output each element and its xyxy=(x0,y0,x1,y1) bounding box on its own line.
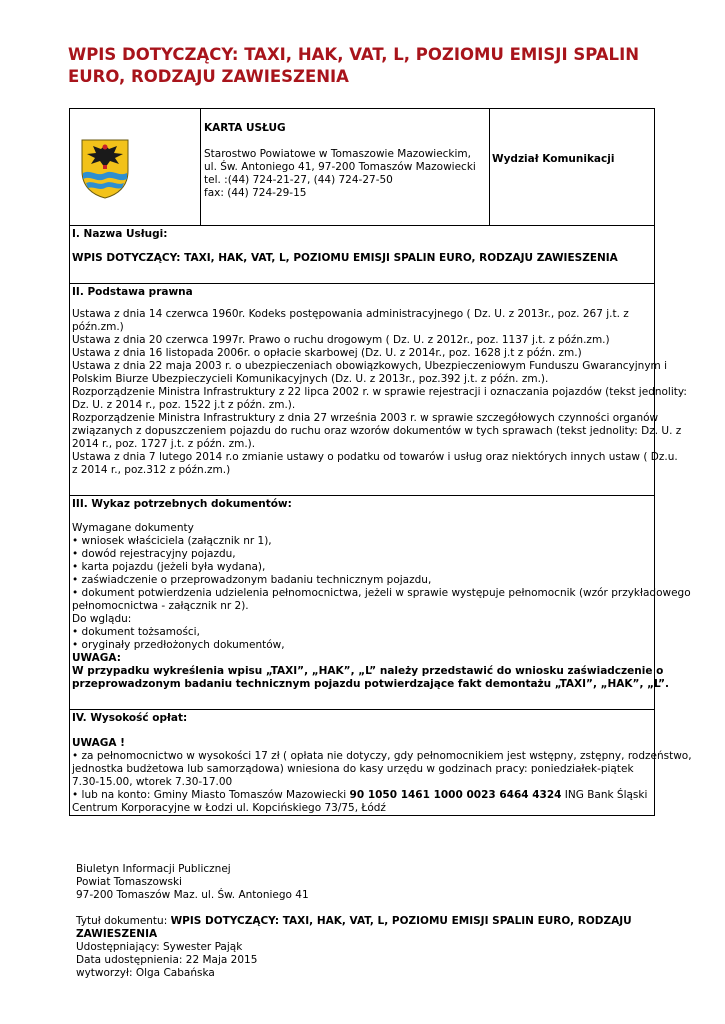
document-line: • wniosek właściciela (załącznik nr 1), xyxy=(72,535,272,547)
footer-line: Biuletyn Informacji Publicznej xyxy=(76,863,231,875)
fees-section xyxy=(70,710,692,815)
document-line: • zaświadczenie o przeprowadzonym badaniu technicznym pojazdu, xyxy=(72,574,432,586)
doc-title-label: Tytuł dokumentu: xyxy=(76,915,171,927)
legal-basis-line: Ustawa z dnia 22 maja 2003 r. o ubezpieczeniach obowiązkowych, Ubezpieczeniowym Funduszu Gwarancyjnym i xyxy=(72,360,668,372)
office-info-cell xyxy=(201,109,490,225)
account-prefix: • lub na konto: Gminy Miasto Tomaszów Mazowiecki xyxy=(72,789,350,801)
address-line: ul. Św. Antoniego 41, 97-200 Tomaszów Mazowiecki xyxy=(204,161,476,173)
legal-basis-line: z 2014 r., poz.312 z późn.zm.) xyxy=(72,464,231,476)
publisher-line: Udostępniający: Sywester Pająk xyxy=(76,941,243,953)
legal-basis-line: Dz. U. z 2014 r., poz. 1522 j.t z późn. zm.). xyxy=(72,399,296,411)
legal-basis-line: związanych z dopuszczeniem pojazdu do ruchu oraz wzorów dokumentów w tych sprawach (tekst jednolity: Dz. U. z xyxy=(72,425,682,437)
required-documents-section xyxy=(70,496,691,710)
fee-line: • za pełnomocnictwo w wysokości 17 zł ( opłata nie dotyczy, gdy pełnomocnikiem jest wstępny, zstępny, rodzeństwo, xyxy=(72,750,692,762)
legal-basis-line: Rozporządzenie Ministra Infrastruktury z dnia 27 września 2003 r. w sprawie szczegółowych czynności organów xyxy=(72,412,659,424)
account-number: 90 1050 1461 1000 0023 6464 4324 xyxy=(349,789,562,801)
legal-basis-line: Polskim Biurze Ubezpieczycieli Komunikacyjnych (Dz. U. z 2013r., poz.392 j.t. z późn. zm.). xyxy=(72,373,549,385)
document-line: • oryginały przedłożonych dokumentów, xyxy=(72,639,285,651)
publish-date-line: Data udostępnienia: 22 Maja 2015 xyxy=(76,954,258,966)
footer-line: 97-200 Tomaszów Maz. ul. Św. Antoniego 41 xyxy=(76,889,309,901)
section-heading: I. Nazwa Usługi: xyxy=(72,228,168,240)
legal-basis-line: Ustawa z dnia 16 listopada 2006r. o opłacie skarbowej (Dz. U. z 2014r., poz. 1628 j.t z późn. zm.) xyxy=(72,347,582,359)
card-header-row xyxy=(70,109,654,226)
section-heading: III. Wykaz potrzebnych dokumentów: xyxy=(72,498,292,510)
doc-title-line xyxy=(76,915,636,928)
fax-line: fax: (44) 724-29-15 xyxy=(204,187,307,199)
legal-basis-line: Ustawa z dnia 7 lutego 2014 r.o zmianie ustawy o podatku od towarów i usług oraz niektórych innych ustaw ( Dz.u. xyxy=(72,451,678,463)
doc-title-continued: ZAWIESZENIA xyxy=(76,928,158,940)
department-name: Wydział Komunikacji xyxy=(492,153,615,165)
page-title xyxy=(68,44,668,88)
legal-basis-line: późn.zm.) xyxy=(72,321,124,333)
document-line: • dokument potwierdzenia udzielenia pełnomocnictwa, jeżeli w sprawie występuje pełnomocnik (wzór przykładowego xyxy=(72,587,691,599)
bank-address-line: Centrum Korporacyjne w Łodzi ul. Kopcińskiego 73/75, Łódź xyxy=(72,802,386,814)
service-name-section xyxy=(70,225,654,284)
coat-of-arms-icon xyxy=(79,137,131,199)
document-footer xyxy=(76,863,636,980)
footer-line: Powiat Tomaszowski xyxy=(76,876,182,888)
legal-basis-line: Ustawa z dnia 14 czerwca 1960r. Kodeks postępowania administracyjnego ( Dz. U. z 2013r., poz. 267 j.t. z xyxy=(72,308,629,320)
author-line: wytworzył: Olga Cabańska xyxy=(76,967,215,979)
title-line-2: EURO, RODZAJU ZAWIESZENIA xyxy=(68,67,349,86)
legal-basis-line: Ustawa z dnia 20 czerwca 1997r. Prawo o ruchu drogowym ( Dz. U. z 2012r., poz. 1137 j.t. z późn.zm.) xyxy=(72,334,610,346)
card-label: KARTA USŁUG xyxy=(204,122,286,134)
phone-line: tel. :(44) 724-21-27, (44) 724-27-50 xyxy=(204,174,393,186)
warning-label: UWAGA: xyxy=(72,652,121,664)
address-line: Starostwo Powiatowe w Tomaszowie Mazowieckim, xyxy=(204,148,471,160)
legal-basis-section xyxy=(70,284,687,496)
document-line: • dowód rejestracyjny pojazdu, xyxy=(72,548,236,560)
title-line-1: WPIS DOTYCZĄCY: TAXI, HAK, VAT, L, POZIOMU EMISJI SPALIN xyxy=(68,45,640,64)
section-heading: IV. Wysokość opłat: xyxy=(72,712,188,724)
section-heading: II. Podstawa prawna xyxy=(72,286,193,298)
coat-of-arms-cell xyxy=(70,109,201,225)
document-line: Do wglądu: xyxy=(72,613,132,625)
fee-line: 7.30-15.00, wtorek 7.30-17.00 xyxy=(72,776,233,788)
service-name: WPIS DOTYCZĄCY: TAXI, HAK, VAT, L, POZIOMU EMISJI SPALIN EURO, RODZAJU ZAWIESZENIA xyxy=(72,252,618,264)
document-line: • dokument tożsamości, xyxy=(72,626,200,638)
doc-title: WPIS DOTYCZĄCY: TAXI, HAK, VAT, L, POZIOMU EMISJI SPALIN EURO, RODZAJU xyxy=(170,915,632,927)
legal-basis-line: 2014 r., poz. 1727 j.t. z późn. zm.). xyxy=(72,438,256,450)
document-line: • karta pojazdu (jeżeli była wydana), xyxy=(72,561,266,573)
department-cell xyxy=(490,109,654,225)
service-card-table xyxy=(69,108,692,816)
fee-line: jednostka budżetowa lub samorządowa) wniesiona do kasy urzędu w godzinach pracy: poniedziałek-piątek xyxy=(72,763,634,775)
legal-basis-line: Rozporządzenie Ministra Infrastruktury z 22 lipca 2002 r. w sprawie rejestracji i oznaczania pojazdów (tekst jednolity: xyxy=(72,386,687,398)
document-line: Wymagane dokumenty xyxy=(72,522,194,534)
bank-account-line xyxy=(72,789,652,802)
account-suffix: ING Bank Śląski xyxy=(561,789,648,801)
document-line: pełnomocnictwa - załącznik nr 2). xyxy=(72,600,249,612)
warning-label: UWAGA ! xyxy=(72,737,125,749)
warning-line: przeprowadzonym badaniu technicznym pojazdu potwierdzające fakt demontażu „TAXI”, „HAK”, „L”. xyxy=(72,678,670,690)
warning-line: W przypadku wykreślenia wpisu „TAXI”, „HAK”, „L” należy przedstawić do wniosku zaświadczenie o xyxy=(72,665,664,677)
